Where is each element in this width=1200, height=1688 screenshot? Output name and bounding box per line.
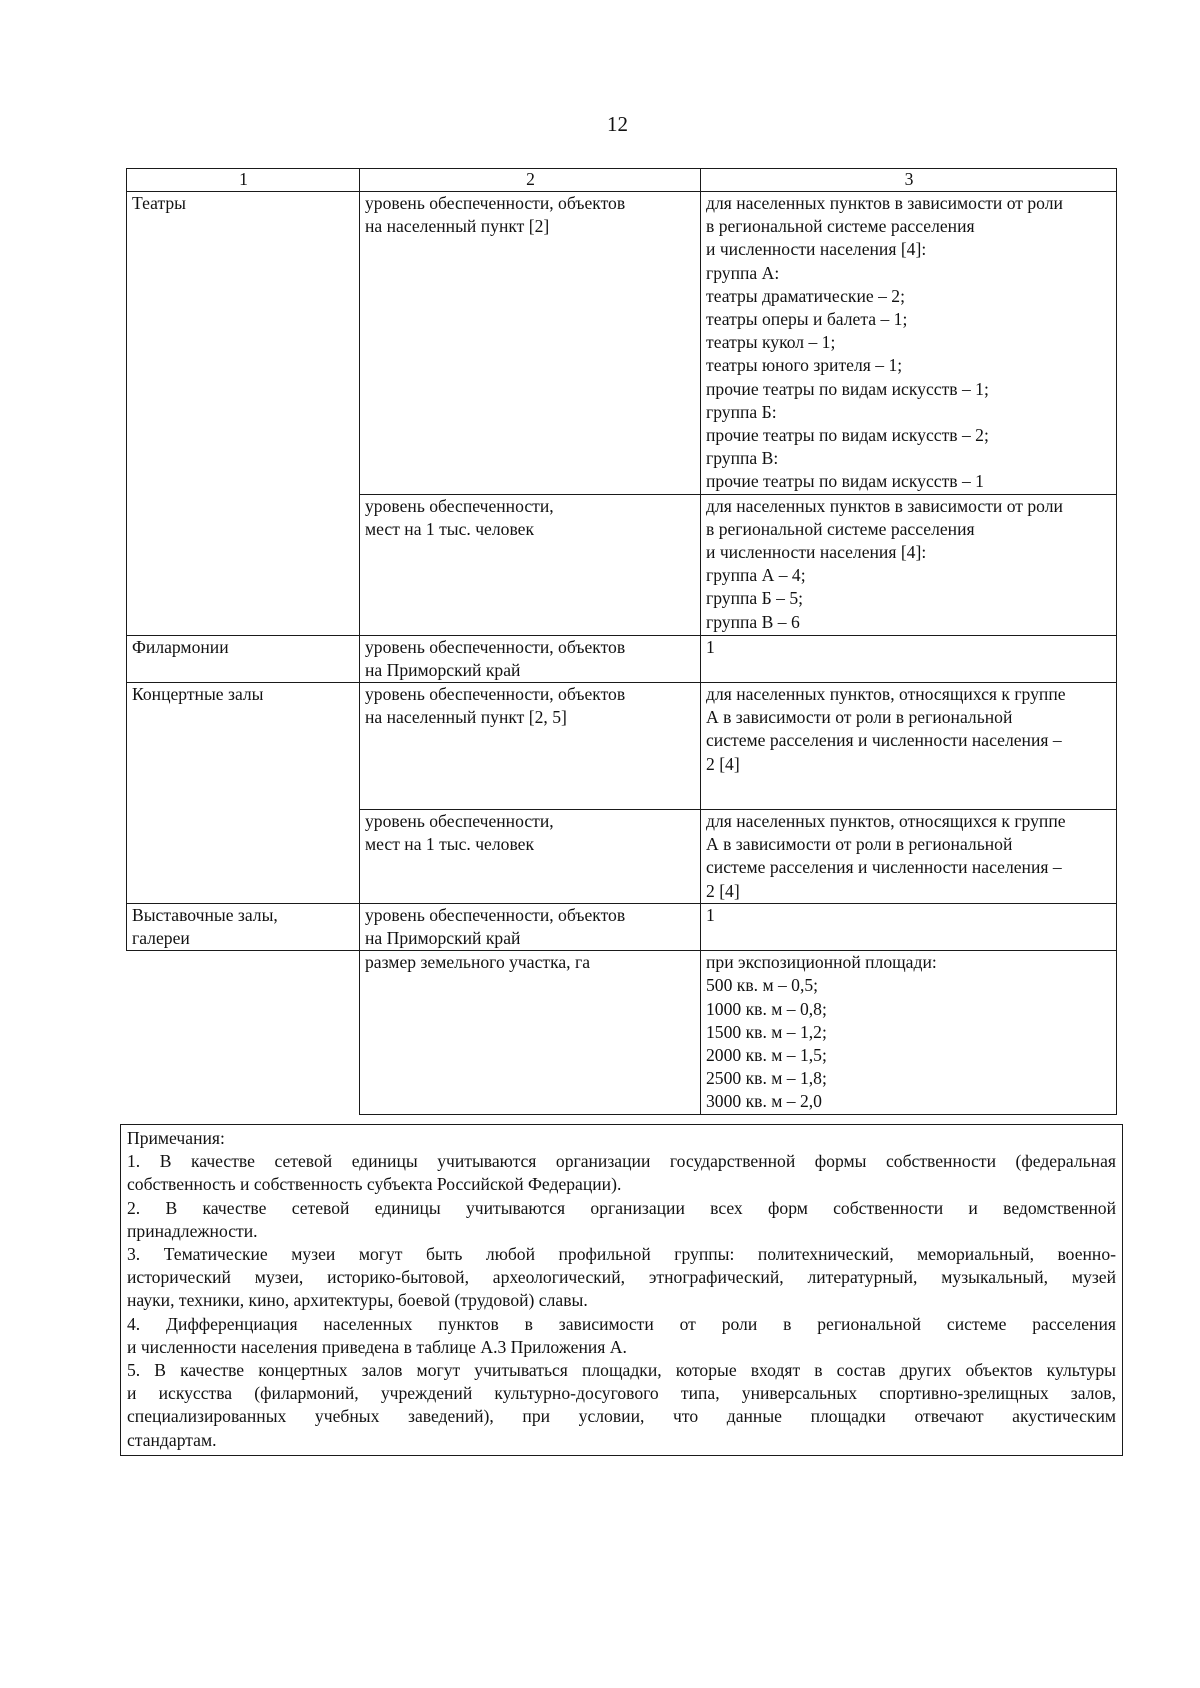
value-line: 2500 кв. м – 1,8; (706, 1068, 827, 1089)
value-line: и численности населения [4]: (706, 239, 927, 260)
note-line: 2. В качестве сетевой единицы учитываются организации всех форм собственности и ведомственной (127, 1197, 1116, 1218)
indicator-cell (360, 635, 701, 682)
value-line: 2 [4] (706, 753, 740, 774)
value-line: театры юного зрителя – 1; (706, 355, 903, 376)
table-row (127, 951, 1117, 1114)
value-line: 1500 кв. м – 1,2; (706, 1021, 827, 1042)
note-item (127, 1359, 1116, 1452)
notes-box (120, 1124, 1123, 1456)
value-line: группа А – 4; (706, 565, 806, 586)
table-row (127, 903, 1117, 950)
object-name-text: Выставочные залы, (132, 904, 278, 925)
value-cell (701, 951, 1117, 1114)
table-header-row (127, 169, 1117, 192)
value-line: группа В – 6 (706, 611, 800, 632)
note-item (127, 1243, 1116, 1313)
object-name-text: галереи (132, 928, 190, 949)
value-line: системе расселения и численности населения – (706, 730, 1062, 751)
value-line: и численности населения [4]: (706, 542, 927, 563)
note-line: принадлежности. (127, 1220, 258, 1241)
indicator-line: уровень обеспеченности, объектов (365, 193, 626, 213)
standards-table (126, 168, 1117, 1115)
value-cell (701, 903, 1117, 950)
notes-title: Примечания: (127, 1128, 225, 1148)
value-line: группа Б – 5; (706, 588, 803, 609)
indicator-line: уровень обеспеченности, (365, 495, 554, 516)
note-item (127, 1313, 1116, 1359)
value-line: театры оперы и балета – 1; (706, 309, 908, 330)
value-line: для населенных пунктов, относящихся к группе (706, 684, 1066, 705)
value-line: 500 кв. м – 0,5; (706, 975, 819, 996)
value-line: прочие театры по видам искусств – 1 (706, 471, 984, 492)
object-name-text: Театры (132, 193, 186, 213)
value-line: 1 (706, 636, 715, 657)
indicator-cell (360, 903, 701, 950)
value-cell (701, 192, 1117, 495)
value-line: группа В: (706, 448, 779, 469)
empty-cell (127, 951, 360, 1114)
value-line: 2 [4] (706, 880, 740, 901)
note-item (127, 1150, 1116, 1196)
note-line: 1. В качестве сетевой единицы учитываются организации государственной формы собственности (федеральная (127, 1151, 1116, 1172)
indicator-cell (360, 192, 701, 495)
object-name-text: Филармонии (132, 636, 229, 657)
value-line: в региональной системе расселения (706, 518, 975, 539)
note-line: специализированных учебных заведений), при условии, что данные площадки отвечают акустическим (127, 1406, 1116, 1427)
note-line: и численности населения приведена в таблице А.3 Приложения А. (127, 1336, 627, 1357)
note-item (127, 1197, 1116, 1243)
object-name-concert-halls (127, 683, 360, 904)
value-line: театры драматические – 2; (706, 285, 905, 306)
note-line: 3. Тематические музеи могут быть любой профильной группы: политехнический, мемориальный, военно- (127, 1244, 1116, 1265)
indicator-cell (360, 810, 701, 904)
indicator-cell (360, 494, 701, 635)
object-name-exhibition-halls (127, 903, 360, 950)
indicator-line: уровень обеспеченности, объектов (365, 904, 626, 925)
table-row (127, 683, 1117, 810)
value-line: группа Б: (706, 401, 777, 422)
indicator-line: уровень обеспеченности, (365, 811, 554, 832)
indicator-cell (360, 683, 701, 810)
value-line: для населенных пунктов в зависимости от роли (706, 193, 1063, 213)
indicator-line: уровень обеспеченности, объектов (365, 684, 626, 705)
value-line: для населенных пунктов в зависимости от роли (706, 495, 1063, 516)
value-cell (701, 683, 1117, 810)
indicator-line: на населенный пункт [2, 5] (365, 707, 567, 728)
indicator-line: уровень обеспеченности, объектов (365, 636, 626, 657)
indicator-line: на Приморский край (365, 928, 521, 949)
value-line: 1000 кв. м – 0,8; (706, 998, 827, 1019)
indicator-line: на Приморский край (365, 659, 521, 680)
object-name-text: Концертные залы (132, 684, 264, 705)
value-line: А в зависимости от роли в региональной (706, 834, 1013, 855)
value-line: театры кукол – 1; (706, 332, 836, 353)
value-line: при экспозиционной площади: (706, 952, 937, 973)
value-line: 1 (706, 904, 715, 925)
table-row (127, 635, 1117, 682)
column-header-3: 3 (701, 169, 1117, 192)
indicator-line: размер земельного участка, га (365, 952, 590, 973)
value-cell (701, 810, 1117, 904)
value-line: прочие театры по видам искусств – 1; (706, 378, 989, 399)
note-line: науки, техники, кино, архитектуры, боевой (трудовой) славы. (127, 1290, 588, 1311)
value-line: А в зависимости от роли в региональной (706, 707, 1013, 728)
column-header-1: 1 (127, 169, 360, 192)
value-line: в региональной системе расселения (706, 216, 975, 237)
note-line: 4. Дифференциация населенных пунктов в зависимости от роли в региональной системе расселения (127, 1313, 1116, 1334)
object-name-theatres (127, 192, 360, 636)
value-cell (701, 635, 1117, 682)
value-line: 2000 кв. м – 1,5; (706, 1045, 827, 1066)
value-line: прочие театры по видам искусств – 2; (706, 425, 989, 446)
value-cell (701, 494, 1117, 635)
indicator-cell (360, 951, 701, 1114)
note-line: исторический музеи, историко-бытовой, археологический, этнографический, литературный, музыкальный, музей (127, 1267, 1116, 1288)
page-number: 12 (607, 112, 628, 136)
note-line: 5. В качестве концертных залов могут учитываться площадки, которые входят в состав других объектов культуры (127, 1360, 1116, 1381)
note-line: стандартам. (127, 1429, 217, 1450)
column-header-2: 2 (360, 169, 701, 192)
indicator-line: мест на 1 тыс. человек (365, 518, 535, 539)
value-line: группа А: (706, 262, 780, 283)
note-line: собственность и собственность субъекта Российской Федерации). (127, 1174, 622, 1195)
indicator-line: на населенный пункт [2] (365, 216, 550, 237)
value-line: для населенных пунктов, относящихся к группе (706, 811, 1066, 832)
value-line: 3000 кв. м – 2,0 (706, 1091, 822, 1112)
object-name-philharmonic (127, 635, 360, 682)
note-line: и искусства (филармоний, учреждений культурно-досугового типа, универсальных спортивно-зрелищных залов, (127, 1383, 1116, 1404)
indicator-line: мест на 1 тыс. человек (365, 834, 535, 855)
value-line: системе расселения и численности населения – (706, 857, 1062, 878)
table-row (127, 192, 1117, 495)
